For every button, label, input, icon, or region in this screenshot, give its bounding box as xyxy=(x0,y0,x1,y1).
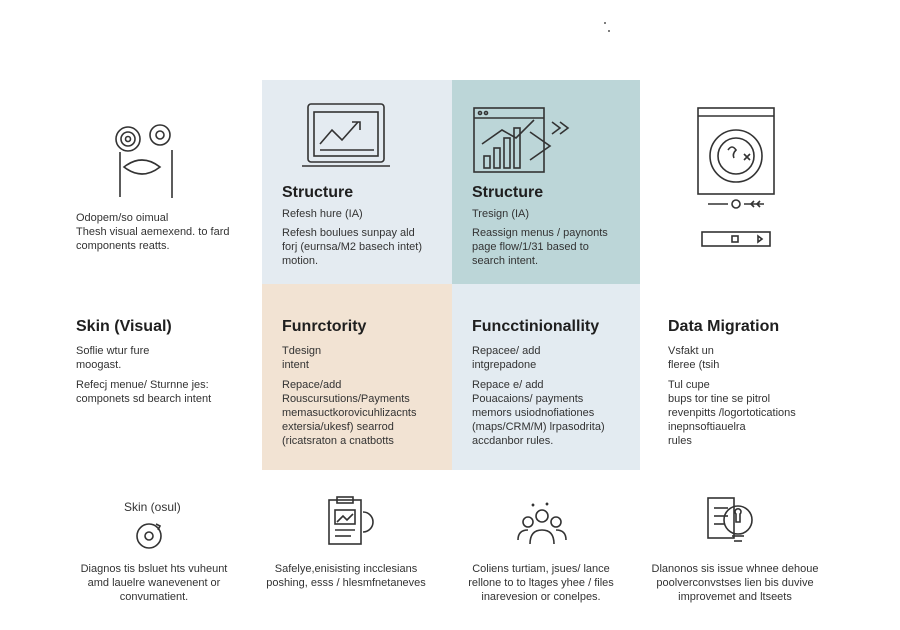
bottom-3-line: Coliens turtiam, jsues/ lance xyxy=(472,563,610,575)
q2-title: Structure xyxy=(472,184,544,201)
right-mid-line: fleree (tsih xyxy=(668,359,720,371)
q4-line: Repace e/ add xyxy=(472,379,544,391)
bottom-3-line: rellone to to ltages yhee / files xyxy=(468,577,614,589)
q4-line: intgrepadone xyxy=(472,359,537,371)
decor-dot xyxy=(604,22,606,24)
q3-title: Funrctority xyxy=(282,318,367,335)
right-mid-line: inepnsoftiauelra xyxy=(668,421,746,433)
q3-line: intent xyxy=(282,359,309,371)
left-mid-line: moogast. xyxy=(76,359,122,371)
q3-line: Rouscursutions/Payments xyxy=(282,393,410,405)
q2-line: Reassign menus / paynonts xyxy=(472,227,608,239)
bottom-4-line: poolverconvstses lien bis duvive xyxy=(656,577,814,589)
circle-arrow-icon xyxy=(132,518,166,552)
q2-line: search intent. xyxy=(472,255,539,267)
eyes-face-icon xyxy=(110,122,180,202)
device-audio-icon xyxy=(694,104,780,254)
right-mid-line: revenpitts /logortotications xyxy=(668,407,796,419)
q1-subtitle: Refesh hure (IA) xyxy=(282,208,363,220)
q3-line: memasuctkorovicuhlizacnts xyxy=(282,407,417,419)
q3-line: (ricatsraton a cnatbotts xyxy=(282,435,394,447)
bottom-4-line: Dlanonos sis issue whnee dehoue xyxy=(651,563,819,575)
right-mid-line: rules xyxy=(668,435,692,447)
q1-line: motion. xyxy=(282,255,319,267)
group-people-icon xyxy=(514,500,570,548)
browser-bar-chart-icon xyxy=(470,104,576,176)
document-lightbulb-icon xyxy=(704,494,764,554)
q2-line: page flow/1/31 based to xyxy=(472,241,589,253)
left-mid-line: Soflie wtur fure xyxy=(76,345,150,357)
left-top-line: Odopem/so oimual xyxy=(76,212,169,224)
q1-title: Structure xyxy=(282,184,354,201)
bottom-1-line: Diagnos tis bsluet hts vuheunt xyxy=(80,563,228,575)
q4-line: accdanbor rules. xyxy=(472,435,554,447)
bottom-2-line: poshing, esss / hlesmfnetaneves xyxy=(266,577,426,589)
left-top-line: Thesh visual aemexend. to fard xyxy=(76,226,230,238)
left-mid-line: componets sd bearch intent xyxy=(76,393,212,405)
right-mid-title: Data Migration xyxy=(668,318,780,335)
q3-line: Tdesign xyxy=(282,345,322,357)
bottom-2-line: Safelye,enisisting incclesians xyxy=(274,563,418,575)
bottom-1-title: Skin (osul) xyxy=(124,500,181,514)
q1-line: Refesh boulues sunpay ald xyxy=(282,227,415,239)
decor-dot xyxy=(608,30,610,32)
q1-line: forj (eurnsa/M2 basech intet) xyxy=(282,241,423,253)
q4-line: (maps/CRM/M) lrpasodrita) xyxy=(472,421,605,433)
bottom-1-line: convumatient. xyxy=(119,591,189,603)
q2-subtitle: Tresign (IA) xyxy=(472,208,530,220)
q3-line: extersia/ukesf) searrod xyxy=(282,421,394,433)
q4-line: Repacee/ add xyxy=(472,345,541,357)
right-mid-line: Tul cupe xyxy=(668,379,710,391)
left-mid-title: Skin (Visual) xyxy=(76,318,172,335)
left-top-line: components reatts. xyxy=(76,240,170,252)
bottom-3-line: inarevesion or conelpes. xyxy=(481,591,601,603)
bottom-4-line: improvemet and ltseets xyxy=(678,591,792,603)
right-mid-line: Vsfakt un xyxy=(668,345,714,357)
q4-line: memors usiodnofiationes xyxy=(472,407,595,419)
q4-title: Funcctinionallity xyxy=(472,318,600,335)
bottom-1-line: amd lauelre wanevenent or xyxy=(87,577,221,589)
left-mid-line: Refecj menue/ Sturnne jes: xyxy=(76,379,209,391)
right-mid-line: bups tor tine se pitrol xyxy=(668,393,771,405)
laptop-chart-icon xyxy=(300,102,392,172)
clipboard-image-icon xyxy=(325,496,381,548)
q4-line: Pouacaions/ payments xyxy=(472,393,584,405)
q3-line: Repace/add xyxy=(282,379,342,391)
